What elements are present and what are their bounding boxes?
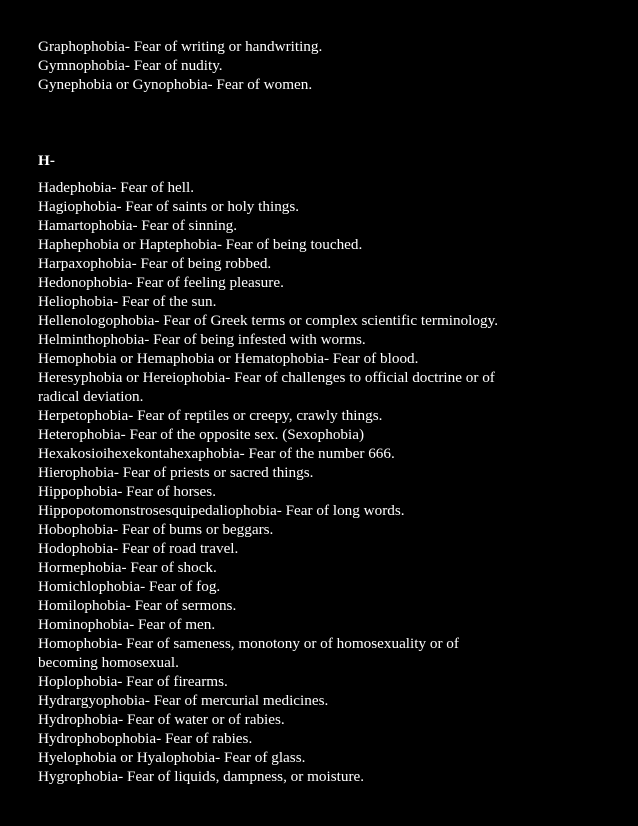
phobia-entry: Hadephobia- Fear of hell. [38, 179, 195, 196]
phobia-entry: Heliophobia- Fear of the sun. [38, 293, 217, 310]
intro-line: Gynephobia or Gynophobia- Fear of women. [38, 76, 313, 93]
phobia-entry: Homilophobia- Fear of sermons. [38, 597, 237, 614]
phobia-entry: Hagiophobia- Fear of saints or holy things. [38, 198, 300, 215]
intro-line: Graphophobia- Fear of writing or handwriting. [38, 38, 323, 55]
phobia-entry: Herpetophobia- Fear of reptiles or creepy, crawly things. [38, 407, 383, 424]
phobia-entry: Hygrophobia- Fear of liquids, dampness, or moisture. [38, 768, 365, 785]
phobia-entry: Hodophobia- Fear of road travel. [38, 540, 239, 557]
phobia-entry: Hoplophobia- Fear of firearms. [38, 673, 228, 690]
phobia-entry: Hierophobia- Fear of priests or sacred things. [38, 464, 314, 481]
phobia-list [38, 178, 608, 786]
document-page [38, 37, 608, 786]
phobia-entry: Hippopotomonstrosesquipedaliophobia- Fear of long words. [38, 502, 405, 519]
intro-line: Gymnophobia- Fear of nudity. [38, 57, 223, 74]
phobia-entry: Hemophobia or Hemaphobia or Hematophobia- Fear of blood. [38, 350, 419, 367]
phobia-entry-continuation: becoming homosexual. [38, 654, 179, 671]
phobia-entry: Heterophobia- Fear of the opposite sex. (Sexophobia) [38, 426, 365, 443]
phobia-entry: Harpaxophobia- Fear of being robbed. [38, 255, 272, 272]
phobia-entry: Hyelophobia or Hyalophobia- Fear of glass. [38, 749, 306, 766]
phobia-entry: Hedonophobia- Fear of feeling pleasure. [38, 274, 284, 291]
phobia-entry: Hormephobia- Fear of shock. [38, 559, 217, 576]
phobia-entry: Helminthophobia- Fear of being infested with worms. [38, 331, 366, 348]
phobia-entry: Heresyphobia or Hereiophobia- Fear of challenges to official doctrine or of [38, 369, 495, 386]
section-spacer [38, 94, 608, 151]
phobia-entry: Hamartophobia- Fear of sinning. [38, 217, 238, 234]
heading-spacer [38, 170, 608, 178]
phobia-entry: Hellenologophobia- Fear of Greek terms or complex scientific terminology. [38, 312, 498, 329]
phobia-entry: Hydrophobophobia- Fear of rabies. [38, 730, 253, 747]
section-heading: H- [38, 152, 55, 169]
phobia-entry: Homichlophobia- Fear of fog. [38, 578, 221, 595]
phobia-entry-continuation: radical deviation. [38, 388, 144, 405]
phobia-entry: Hobophobia- Fear of bums or beggars. [38, 521, 274, 538]
phobia-entry: Hydrargyophobia- Fear of mercurial medicines. [38, 692, 329, 709]
phobia-entry: Hydrophobia- Fear of water or of rabies. [38, 711, 285, 728]
phobia-entry: Hominophobia- Fear of men. [38, 616, 216, 633]
phobia-entry: Hexakosioihexekontahexaphobia- Fear of the number 666. [38, 445, 395, 462]
phobia-entry: Homophobia- Fear of sameness, monotony or of homosexuality or of [38, 635, 459, 652]
phobia-entry: Hippophobia- Fear of horses. [38, 483, 216, 500]
phobia-entry: Haphephobia or Haptephobia- Fear of being touched. [38, 236, 363, 253]
